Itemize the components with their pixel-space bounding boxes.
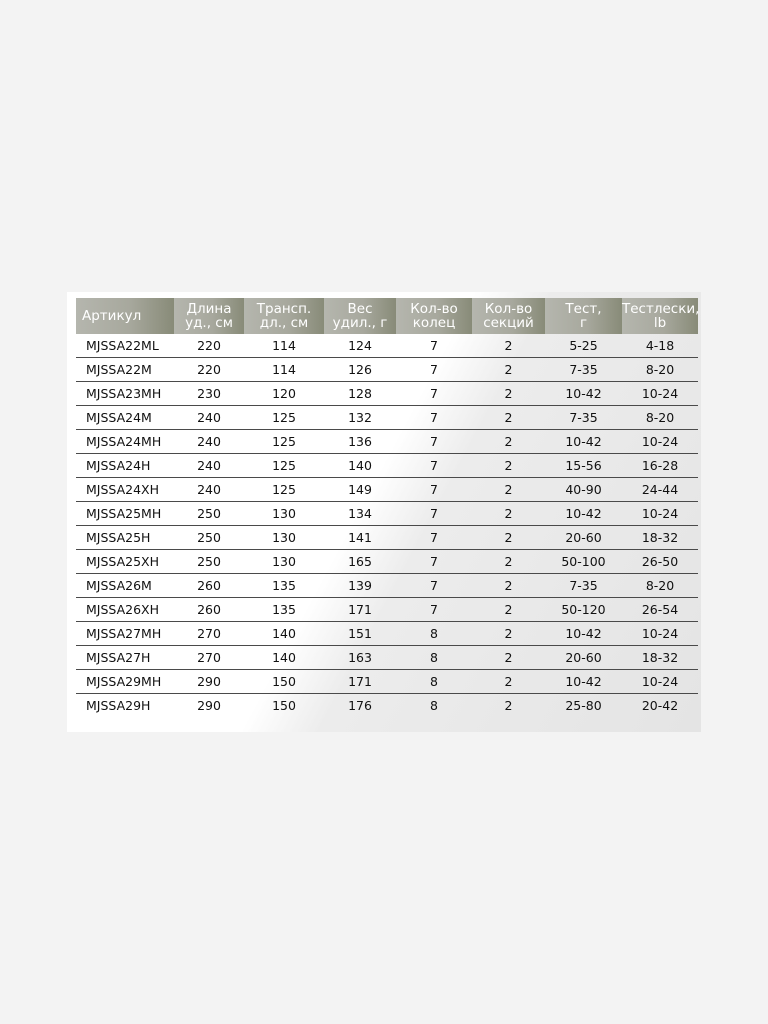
cell-weight: 151 [324,622,396,646]
cell-line-test: 10-24 [622,430,698,454]
cell-casting-weight: 7-35 [545,574,622,598]
cell-weight: 171 [324,670,396,694]
cell-rings: 7 [396,550,472,574]
cell-transport-length: 125 [244,406,324,430]
cell-line-test: 10-24 [622,502,698,526]
cell-article: MJSSA25XH [76,550,174,574]
cell-article: MJSSA24H [76,454,174,478]
table-body [76,334,698,717]
cell-transport-length: 125 [244,454,324,478]
header-line-test: Тестлески, lb [622,298,698,334]
cell-sections: 2 [472,334,545,358]
cell-weight: 126 [324,358,396,382]
cell-weight: 141 [324,526,396,550]
cell-rings: 7 [396,598,472,622]
cell-article: MJSSA24XH [76,478,174,502]
header-casting-weight: Тест, г [545,298,622,334]
table-row [76,622,698,646]
cell-rings: 7 [396,574,472,598]
cell-casting-weight: 15-56 [545,454,622,478]
cell-line-test: 10-24 [622,670,698,694]
cell-article: MJSSA26XH [76,598,174,622]
cell-line-test: 4-18 [622,334,698,358]
cell-rings: 7 [396,430,472,454]
cell-sections: 2 [472,526,545,550]
table-row [76,502,698,526]
cell-article: MJSSA22M [76,358,174,382]
cell-length: 290 [174,670,244,694]
cell-sections: 2 [472,598,545,622]
cell-weight: 165 [324,550,396,574]
cell-length: 260 [174,598,244,622]
cell-rings: 7 [396,526,472,550]
table-row [76,478,698,502]
cell-weight: 124 [324,334,396,358]
cell-article: MJSSA26M [76,574,174,598]
cell-transport-length: 130 [244,526,324,550]
header-rings: Кол-во колец [396,298,472,334]
cell-weight: 128 [324,382,396,406]
cell-rings: 8 [430,698,438,713]
table-row [76,358,698,382]
cell-sections: 2 [472,502,545,526]
cell-casting-weight: 50-120 [545,598,622,622]
cell-line-test: 18-32 [622,646,698,670]
cell-length: 240 [174,454,244,478]
cell-transport-length: 114 [244,358,324,382]
cell-casting-weight: 20-60 [545,646,622,670]
cell-rings: 7 [396,358,472,382]
cell-article: MJSSA23MH [76,382,174,406]
cell-rings: 7 [396,334,472,358]
cell-transport-length: 140 [244,622,324,646]
cell-article: MJSSA27H [76,646,174,670]
table-row [76,430,698,454]
cell-article: MJSSA27MH [76,622,174,646]
cell-rings: 7 [396,382,472,406]
cell-rings: 8 [396,670,472,694]
cell-length: 250 [174,502,244,526]
cell-length: 270 [174,622,244,646]
cell-length: 260 [174,574,244,598]
table-row [76,574,698,598]
cell-length: 270 [174,646,244,670]
cell-transport-length: 125 [244,478,324,502]
cell-casting-weight: 10-42 [545,430,622,454]
cell-sections: 2 [472,358,545,382]
cell-article: MJSSA24M [76,406,174,430]
cell-length: 250 [174,526,244,550]
cell-length: 290 [197,698,221,713]
cell-casting-weight: 7-35 [545,406,622,430]
cell-sections: 2 [472,382,545,406]
cell-line-test: 20-42 [641,698,679,713]
cell-sections: 2 [472,454,545,478]
table-row [76,550,698,574]
table-row [76,598,698,622]
cell-length: 230 [174,382,244,406]
cell-sections: 2 [472,550,545,574]
cell-casting-weight: 7-35 [545,358,622,382]
table-row [76,382,698,406]
cell-line-test: 10-24 [622,382,698,406]
cell-weight: 134 [324,502,396,526]
cell-article: MJSSA25MH [76,502,174,526]
cell-transport-length: 150 [244,670,324,694]
cell-length: 220 [174,358,244,382]
cell-rings: 7 [396,478,472,502]
table-row [76,646,698,670]
cell-weight: 163 [324,646,396,670]
cell-sections: 2 [472,646,545,670]
cell-transport-length: 150 [272,698,296,713]
cell-length: 250 [174,550,244,574]
header-weight: Вес удил., г [324,298,396,334]
cell-sections: 2 [472,430,545,454]
cell-sections: 2 [472,478,545,502]
cell-transport-length: 135 [244,574,324,598]
cell-rings: 7 [396,406,472,430]
cell-line-test: 26-50 [622,550,698,574]
cell-casting-weight: 25-80 [565,698,602,713]
rod-spec-table [76,298,698,717]
cell-length: 240 [174,406,244,430]
table-row [76,334,698,358]
cell-rings: 8 [396,646,472,670]
cell-line-test: 26-54 [622,598,698,622]
cell-casting-weight: 10-42 [545,622,622,646]
cell-weight: 171 [324,598,396,622]
cell-line-test: 8-20 [622,406,698,430]
cell-line-test: 18-32 [622,526,698,550]
cell-casting-weight: 20-60 [545,526,622,550]
cell-article: MJSSA29MH [76,670,174,694]
spec-card [67,292,701,732]
cell-article: MJSSA22ML [76,334,174,358]
table-row [76,526,698,550]
cell-length: 220 [174,334,244,358]
table-row [76,694,698,718]
cell-casting-weight: 10-42 [545,502,622,526]
header-transport-length: Трансп. дл., см [244,298,324,334]
cell-sections: 2 [472,670,545,694]
header-article: Артикул [76,298,174,334]
cell-casting-weight: 10-42 [545,382,622,406]
table-row [76,454,698,478]
cell-weight: 136 [324,430,396,454]
table-header-row [76,298,698,334]
header-sections: Кол-во секций [472,298,545,334]
cell-article: MJSSA25H [76,526,174,550]
cell-weight: 176 [348,698,372,713]
cell-casting-weight: 40-90 [545,478,622,502]
cell-casting-weight: 5-25 [545,334,622,358]
cell-line-test: 16-28 [622,454,698,478]
cell-sections: 2 [504,698,513,713]
table-row [76,406,698,430]
cell-transport-length: 114 [244,334,324,358]
cell-rings: 7 [396,454,472,478]
cell-weight: 132 [324,406,396,430]
cell-sections: 2 [472,622,545,646]
cell-line-test: 8-20 [622,358,698,382]
cell-transport-length: 130 [244,550,324,574]
cell-casting-weight: 50-100 [545,550,622,574]
cell-weight: 140 [324,454,396,478]
cell-transport-length: 135 [244,598,324,622]
cell-weight: 139 [324,574,396,598]
cell-article: MJSSA29H [86,698,151,713]
cell-line-test: 10-24 [622,622,698,646]
cell-transport-length: 140 [244,646,324,670]
cell-sections: 2 [472,574,545,598]
cell-article: MJSSA24MH [76,430,174,454]
cell-casting-weight: 10-42 [545,670,622,694]
cell-line-test: 8-20 [622,574,698,598]
cell-rings: 7 [396,502,472,526]
cell-line-test: 24-44 [622,478,698,502]
cell-transport-length: 130 [244,502,324,526]
cell-transport-length: 120 [244,382,324,406]
cell-transport-length: 125 [244,430,324,454]
header-length: Длина уд., см [174,298,244,334]
cell-sections: 2 [472,406,545,430]
cell-weight: 149 [324,478,396,502]
cell-length: 240 [174,430,244,454]
cell-rings: 8 [396,622,472,646]
table-row [76,670,698,694]
cell-length: 240 [174,478,244,502]
